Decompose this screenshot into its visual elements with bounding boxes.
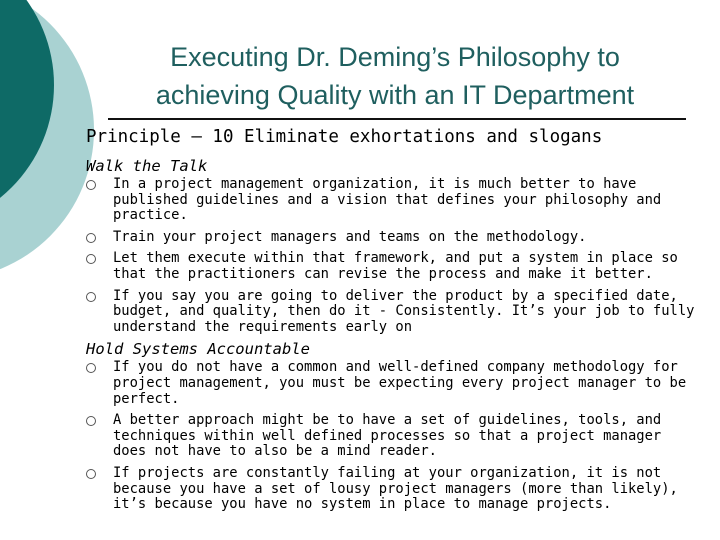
circle-bullet-icon (86, 469, 96, 479)
circle-bullet-icon (86, 363, 96, 373)
circle-bullet-icon (86, 292, 96, 302)
circle-bullet-icon (86, 254, 96, 264)
section-heading: Walk the Talk (86, 157, 208, 175)
bullet-text: If you do not have a common and well-defined company methodology for project management, you must be expecting every project manager to be perfect. (113, 359, 687, 407)
bullet-list (86, 360, 698, 512)
bullet-item (86, 360, 698, 407)
slide-body (86, 156, 698, 519)
bullet-item (86, 230, 698, 246)
circle-bullet-icon (86, 180, 96, 190)
section-walk-the-talk (86, 156, 698, 335)
section-hold-systems-accountable (86, 339, 698, 512)
bullet-text: In a project management organization, it is much better to have published guidelines and a vision that defines your philosophy and practice. (113, 176, 662, 224)
bullet-text: A better approach might be to have a set of guidelines, tools, and techniques within well defined processes so that a project manager does not have to also be a mind reader. (113, 412, 662, 460)
section-heading: Hold Systems Accountable (86, 340, 310, 359)
bullet-item (86, 466, 698, 513)
bullet-list (86, 177, 698, 335)
bullet-text: Let them execute within that framework, and put a system in place so that the practitioners can revise the process and make it better. (113, 250, 678, 282)
slide-title-line-1: Executing Dr. Deming’s Philosophy to (170, 42, 620, 72)
bullet-text: If you say you are going to deliver the product by a specified date, budget, and quality, then do it - Consistently. It’s your job to fully understand the requirements early on (113, 287, 695, 335)
bullet-item (86, 251, 698, 282)
bullet-item (86, 413, 698, 460)
slide-title (110, 38, 680, 114)
circle-bullet-icon (86, 416, 96, 426)
slide-title-line-2: achieving Quality with an IT Department (155, 80, 635, 110)
principle-heading: Principle – 10 Eliminate exhortations and slogans (86, 127, 603, 147)
bullet-item (86, 177, 698, 224)
bullet-text: Train your project managers and teams on the methodology. (113, 228, 587, 245)
bullet-item (86, 289, 698, 336)
circle-bullet-icon (86, 233, 96, 243)
bullet-text: If projects are constantly failing at your organization, it is not because you have a set of lousy project managers (more than likely), it’s because you have no system in place to manage projects. (113, 464, 678, 513)
title-divider (108, 118, 686, 120)
